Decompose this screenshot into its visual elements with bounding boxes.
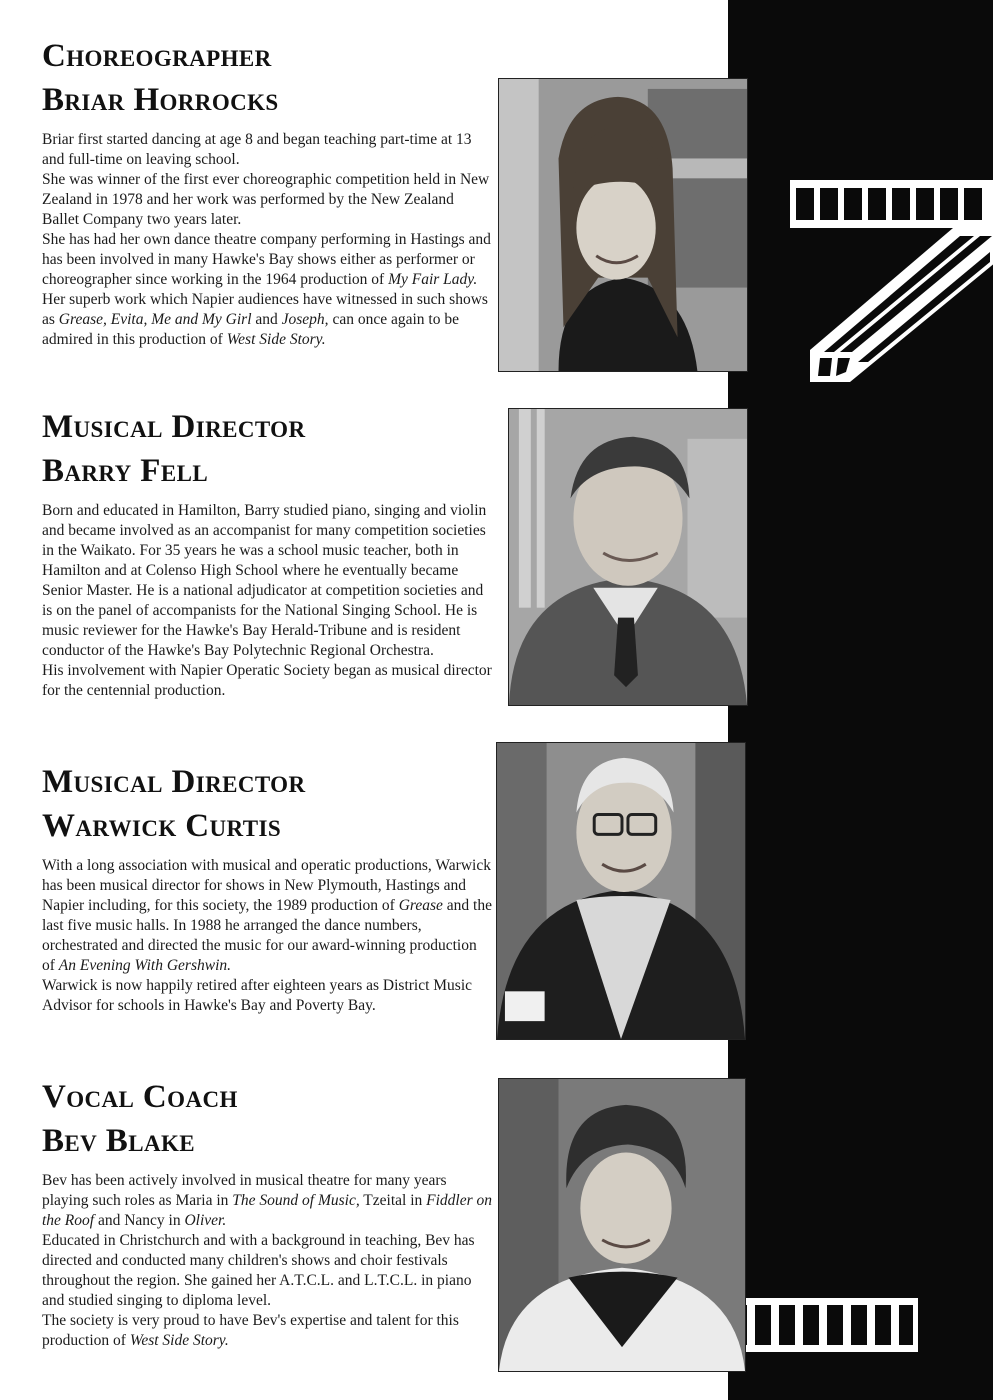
section-name-heading: Barry Fell bbox=[42, 453, 209, 489]
bio-text-run: The society is very proud to have Bev's expertise and talent for this production of bbox=[42, 1312, 459, 1349]
bio-paragraph bbox=[42, 1311, 492, 1351]
bio-text-run: and Nancy in bbox=[94, 1212, 185, 1229]
portrait-photo-barry-fell bbox=[508, 408, 748, 706]
bio-text-run: Tzeital in bbox=[359, 1192, 427, 1209]
decorative-seven-graphic bbox=[728, 0, 993, 1400]
italic-title-text: Joseph, bbox=[281, 311, 329, 328]
bio-paragraph bbox=[42, 170, 492, 230]
bio-text-run: Briar first started dancing at age 8 and began teaching part-time at 13 and full-time on leaving school. bbox=[42, 131, 472, 168]
film-strip-bottom bbox=[728, 1298, 918, 1352]
bio-text-run: Born and educated in Hamilton, Barry studied piano, singing and violin and became involved as an accompanist for many competition societies in the Waikato. For 35 years he was a school music teacher, both in Hamilton and at Colenso High School where he eventually became Senior Master. He is a national adjudicator at competition societies and is on the panel of accompanists for the National Singing School. He is music reviewer for the Hawke's Bay Herald-Tribune and is resident conductor of the Hawke's Bay Polytechnic Regional Orchestra. bbox=[42, 502, 487, 659]
bio-text-run: Warwick is now happily retired after eighteen years as District Music Advisor for schools in Hawke's Bay and Poverty Bay. bbox=[42, 977, 473, 1014]
bio-text-run: Educated in Christchurch and with a background in teaching, Bev has directed and conducted many children's shows and choir festivals throughout the region. She gained her A.T.C.L. and L.T.C.L. in piano and studied singing to diploma level. bbox=[42, 1232, 475, 1309]
bio-paragraph bbox=[42, 856, 492, 976]
bio-paragraph bbox=[42, 976, 492, 1016]
italic-title-text: My Fair Lady. bbox=[388, 271, 478, 288]
section-name-heading: Briar Horrocks bbox=[42, 82, 279, 118]
portrait-photo-warwick-curtis bbox=[496, 742, 746, 1040]
bio-paragraph bbox=[42, 661, 492, 701]
section-role-heading: Choreographer bbox=[42, 38, 272, 74]
bio-paragraph bbox=[42, 1171, 492, 1231]
seven-top-strip bbox=[790, 180, 993, 228]
bio-paragraph bbox=[42, 290, 492, 350]
bio-section-musical-director-2 bbox=[42, 760, 492, 1016]
bio-text bbox=[42, 130, 492, 350]
bio-paragraph bbox=[42, 230, 492, 290]
bio-text bbox=[42, 1171, 492, 1351]
bio-text-run: Bev has been actively involved in musical theatre for many years playing such roles as Maria in bbox=[42, 1172, 447, 1209]
bio-text-run: She has had her own dance theatre company performing in Hastings and has been involved in many Hawke's Bay shows either as performer or choreographer since working in the 1964 production of bbox=[42, 231, 491, 288]
italic-title-text: West Side Story. bbox=[226, 331, 326, 348]
italic-title-text: Oliver. bbox=[184, 1212, 227, 1229]
bio-text-run: and bbox=[251, 311, 282, 328]
seven-diagonal-strip bbox=[810, 228, 993, 382]
bio-text bbox=[42, 856, 492, 1016]
italic-title-text: The Sound of Music, bbox=[232, 1192, 360, 1209]
bio-paragraph bbox=[42, 130, 492, 170]
italic-title-text: West Side Story. bbox=[129, 1332, 229, 1349]
italic-title-text: An Evening With Gershwin. bbox=[58, 957, 231, 974]
section-name-heading: Bev Blake bbox=[42, 1123, 196, 1159]
bio-paragraph bbox=[42, 1231, 492, 1311]
section-role-heading: Musical Director bbox=[42, 764, 306, 800]
bio-text-run: can once again to be admired in this production of bbox=[42, 311, 459, 348]
bio-text-run: His involvement with Napier Operatic Society began as musical director for the centennial production. bbox=[42, 662, 492, 699]
bio-text-run: and the last five music halls. In 1988 he arranged the dance numbers, orchestrated and directed the music for our award-winning production of bbox=[42, 897, 492, 974]
portrait-photo-bev-blake bbox=[498, 1078, 746, 1372]
section-role-heading: Musical Director bbox=[42, 409, 306, 445]
bio-text bbox=[42, 501, 492, 701]
italic-title-text: Fiddler on the Roof bbox=[42, 1192, 493, 1229]
portrait-photo-briar-horrocks bbox=[498, 78, 748, 372]
italic-title-text: Grease bbox=[398, 897, 443, 914]
section-role-heading: Vocal Coach bbox=[42, 1079, 238, 1115]
bio-section-musical-director-1 bbox=[42, 405, 492, 701]
section-name-heading: Warwick Curtis bbox=[42, 808, 282, 844]
bio-paragraph bbox=[42, 501, 492, 661]
bio-text-run: Her superb work which Napier audiences have witnessed in such shows as bbox=[42, 291, 488, 328]
bio-text-run: She was winner of the first ever choreographic competition held in New Zealand in 1978 and her work was performed by the New Zealand Ballet Company two years later. bbox=[42, 171, 490, 228]
italic-title-text: Grease, Evita, Me and My Girl bbox=[58, 311, 252, 328]
bio-text-run: With a long association with musical and operatic productions, Warwick has been musical director for shows in New Plymouth, Hastings and Napier including, for this society, the 1989 production of bbox=[42, 857, 491, 914]
bio-section-choreographer bbox=[42, 34, 492, 350]
bio-section-vocal-coach bbox=[42, 1075, 492, 1351]
